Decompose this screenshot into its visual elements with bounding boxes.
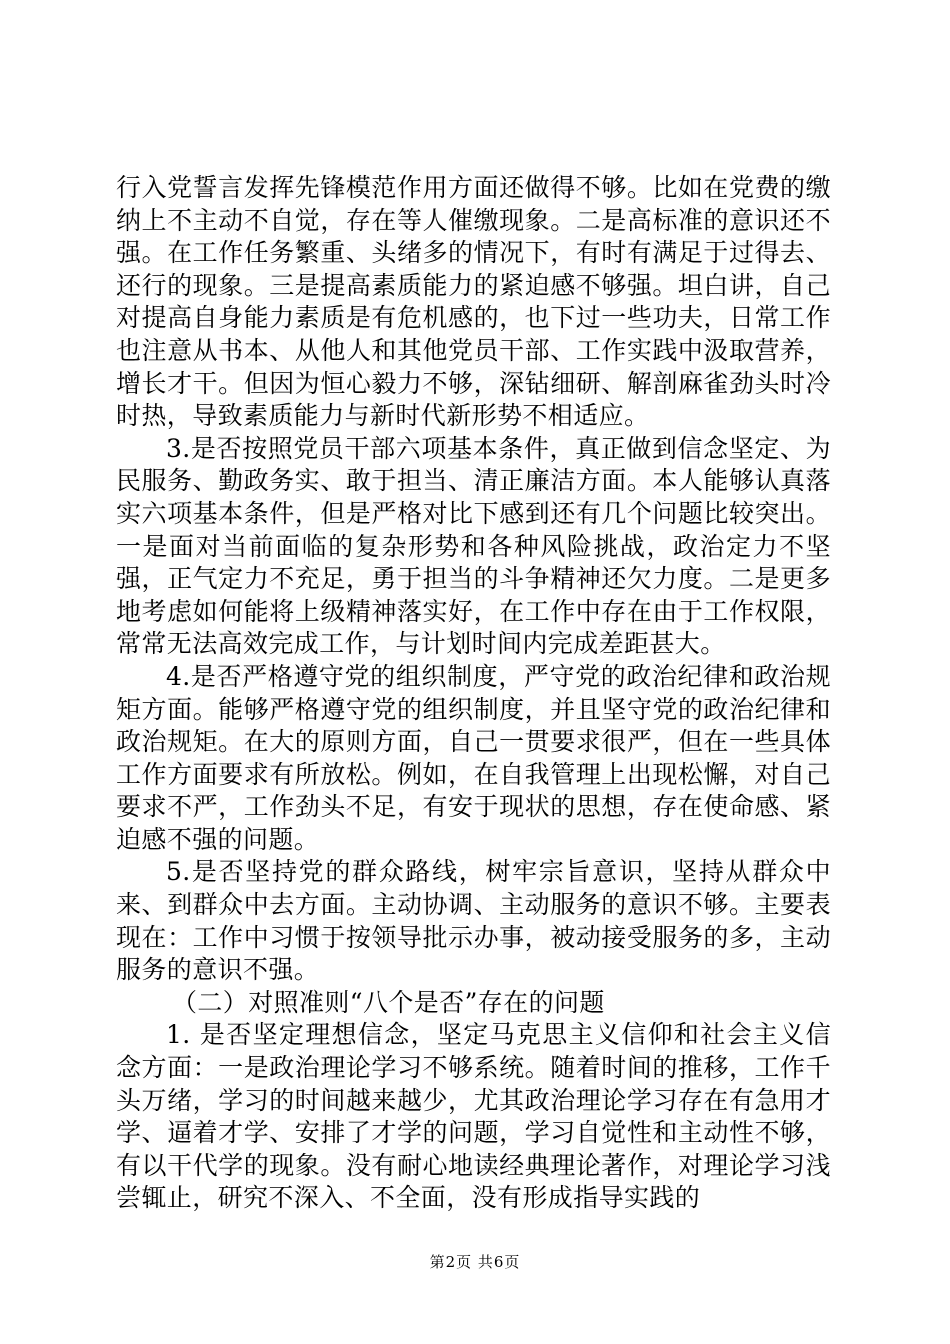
paragraph-continuation: 行入党誓言发挥先锋模范作用方面还做得不够。比如在党费的缴纳上不主动不自觉，存在等人催缴现象。二是高标准的意识还不强。在工作任务繁重、头绪多的情况下，有时有满足于过得去、还行的现象。三是提高素质能力的紧迫感不够强。坦白讲，自己对提高自身能力素质是有危机感的，也下过一些功夫，日常工作也注意从书本、从他人和其他党员干部、工作实践中汲取营养，增长才干。但因为恒心毅力不够，深钻细研、解剖麻雀劲头时冷时热，导致素质能力与新时代新形势不相适应。 [116,173,831,431]
section-heading: （二）对照准则“八个是否”存在的问题 [172,987,605,1017]
page-number-footer: 第2页 共6页 [429,1253,521,1271]
paragraph-item-3: 3.是否按照党员干部六项基本条件，真正做到信念坚定、为民服务、勤政务实、敢于担当、清正廉洁方面。本人能够认真落实六项基本条件，但是严格对比下感到还有几个问题比较突出。一是面对当前面临的复杂形势和各种风险挑战，政治定力不坚强，正气定力不充足，勇于担当的斗争精神还欠力度。二是更多地考虑如何能将上级精神落实好，在工作中存在由于工作权限，常常无法高效完成工作，与计划时间内完成差距甚大。 [116,433,831,659]
paragraph-item-4: 4.是否严格遵守党的组织制度，严守党的政治纪律和政治规矩方面。能够严格遵守党的组织制度，并且坚守党的政治纪律和政治规矩。在大的原则方面，自己一贯要求很严，但在一些具体工作方面要求有所放松。例如，在自我管理上出现松懈，对自己要求不严，工作劲头不足，有安于现状的思想，存在使命感、紧迫感不强的问题。 [116,661,831,854]
paragraph-item-5: 5.是否坚持党的群众路线，树牢宗旨意识，坚持从群众中来、到群众中去方面。主动协调、主动服务的意识不够。主要表现在：工作中习惯于按领导批示办事，被动接受服务的多，主动服务的意识不强。 [116,857,831,985]
paragraph-item-1: 1. 是否坚定理想信念，坚定马克思主义信仰和社会主义信念方面：一是政治理论学习不够系统。随着时间的推移，工作千头万绪，学习的时间越来越少，尤其政治理论学习存在有急用才学、逼着才学、安排了才学的问题，学习自觉性和主动性不够，有以干代学的现象。没有耐心地读经典理论著作，对理论学习浅尝辄止，研究不深入、不全面，没有形成指导实践的 [116,1020,831,1213]
document-body [116,172,831,1215]
